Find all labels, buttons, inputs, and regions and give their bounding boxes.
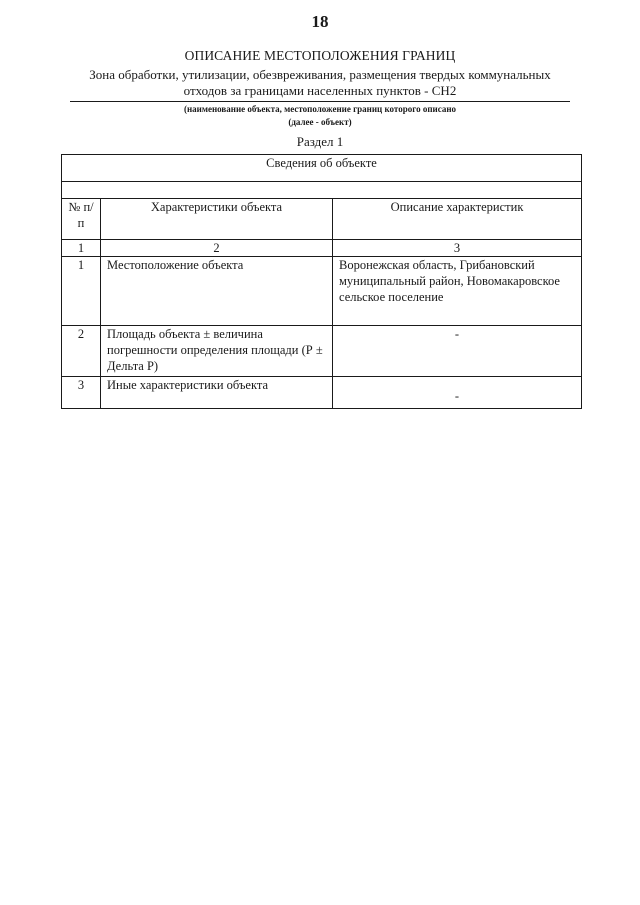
row-description: - (333, 326, 582, 377)
row-description: - (333, 377, 582, 409)
column-header-characteristic: Характеристики объекта (101, 199, 333, 240)
table-heading-row (62, 155, 582, 182)
document-title: ОПИСАНИЕ МЕСТОПОЛОЖЕНИЯ ГРАНИЦ (184, 48, 456, 63)
row-number: 3 (62, 377, 101, 409)
table-row (62, 377, 582, 409)
column-header-description: Описание характеристик (333, 199, 582, 240)
row-characteristic: Площадь объекта ± величина погрешности определения площади (Р ± Дельта Р) (101, 326, 333, 377)
column-number-1: 1 (62, 240, 101, 257)
object-name-caption (0, 103, 640, 129)
column-header-number: № п/п (62, 199, 101, 240)
column-number-2: 2 (101, 240, 333, 257)
row-characteristic: Местоположение объекта (101, 257, 333, 326)
page-number: 18 (311, 12, 329, 31)
table-column-header-row (62, 199, 582, 240)
caption-line-2: (далее - объект) (288, 117, 352, 127)
table-empty-cell (62, 182, 582, 199)
table-column-number-row (62, 240, 582, 257)
row-description: Воронежская область, Грибановский муниципальный район, Новомакаровское сельское поселение (333, 257, 582, 326)
row-number: 1 (62, 257, 101, 326)
object-info-table (61, 154, 582, 409)
row-number: 2 (62, 326, 101, 377)
object-name: Зона обработки, утилизации, обезвреживания, размещения твердых коммунальных отходов за границами населенных пунктов - СН2 (70, 67, 570, 102)
section-title: Раздел 1 (296, 134, 344, 149)
table-row (62, 257, 582, 326)
column-number-3: 3 (333, 240, 582, 257)
table-heading: Сведения об объекте (62, 155, 582, 182)
table-row (62, 326, 582, 377)
row-characteristic: Иные характеристики объекта (101, 377, 333, 409)
table-empty-row (62, 182, 582, 199)
caption-line-1: (наименование объекта, местоположение границ которого описано (183, 104, 457, 114)
